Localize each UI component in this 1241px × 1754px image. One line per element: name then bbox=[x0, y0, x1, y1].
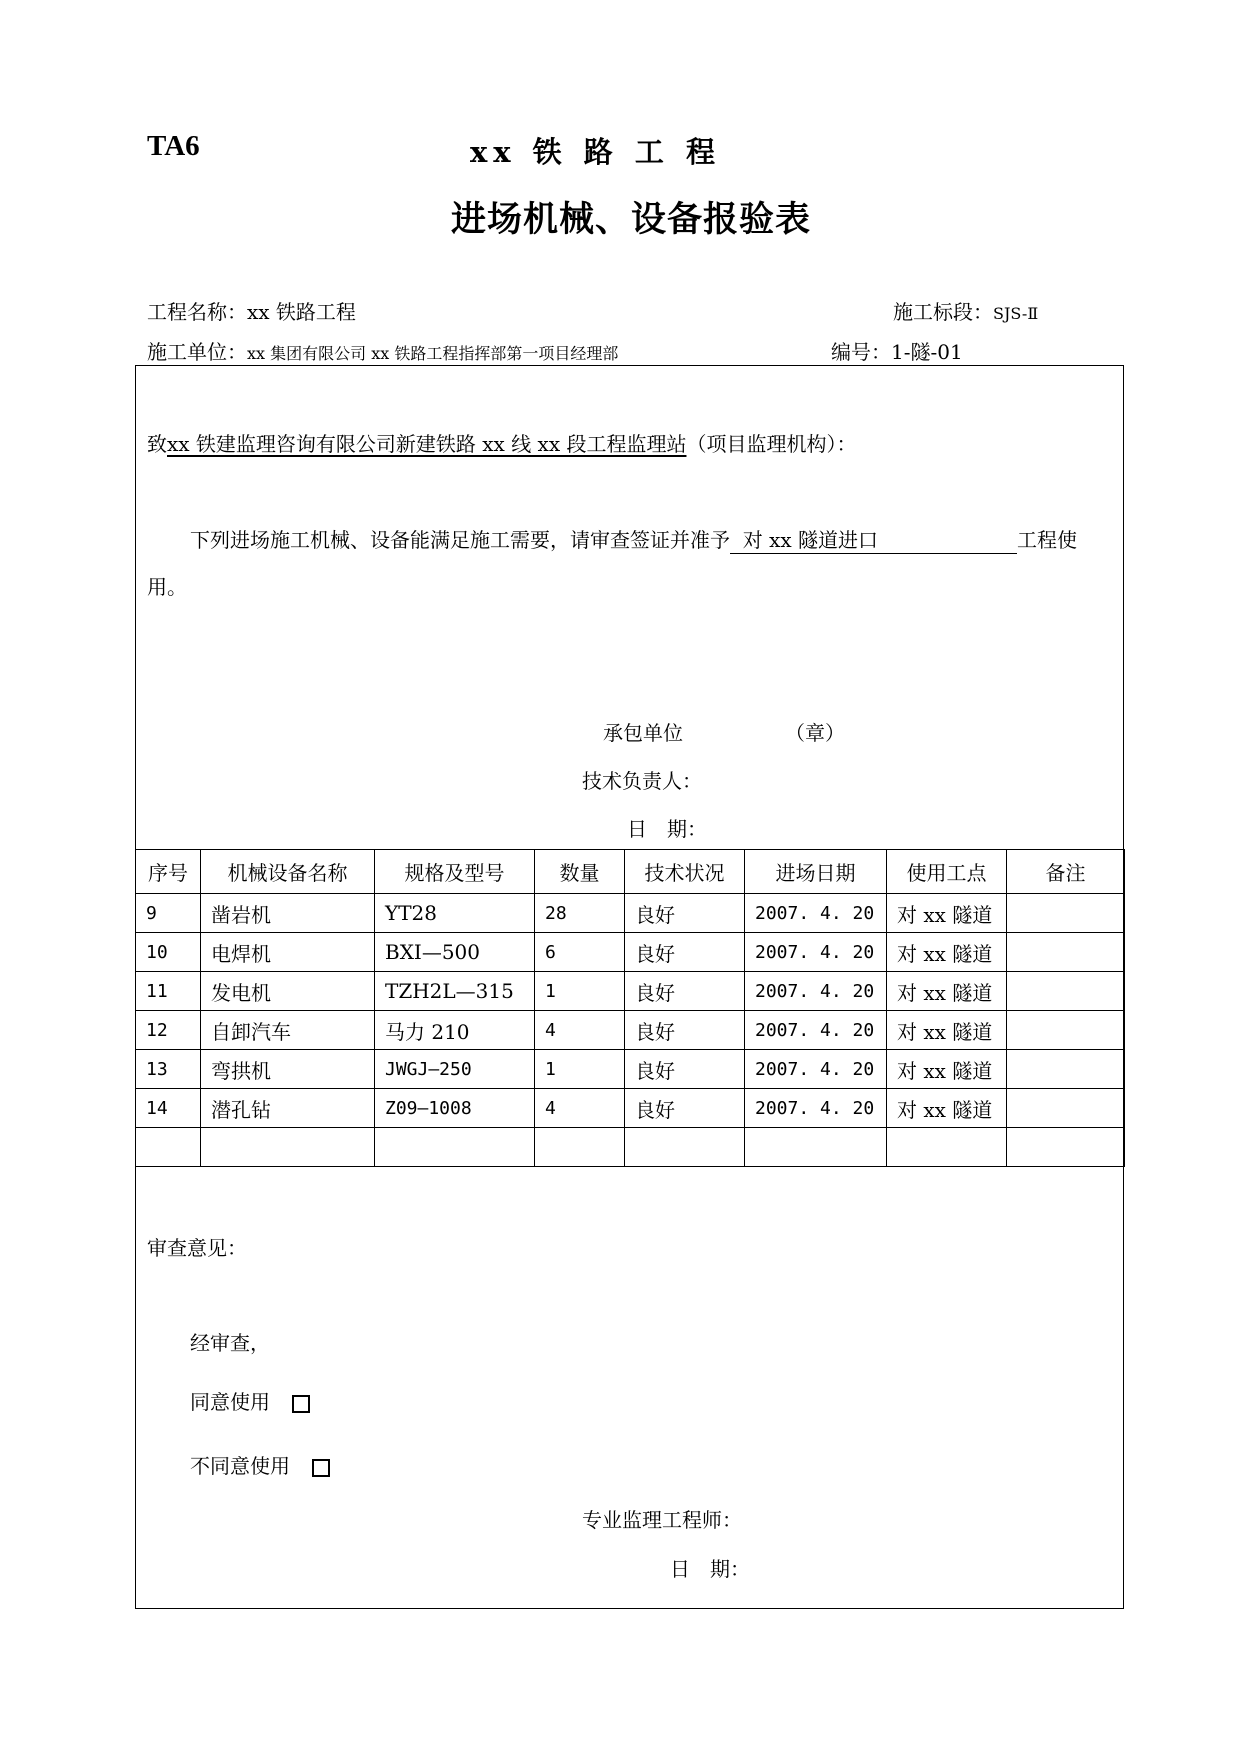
cell-status: 良好 bbox=[625, 972, 745, 1011]
cell-no: 14 bbox=[136, 1089, 201, 1128]
cell-no: 11 bbox=[136, 972, 201, 1011]
disagree-option[interactable] bbox=[190, 1450, 330, 1479]
form-title: 进场机械、设备报验表 bbox=[450, 199, 811, 240]
project-name: xx 铁路工程 bbox=[247, 300, 356, 324]
number-line bbox=[831, 336, 963, 365]
addressee-prefix: 致 bbox=[147, 432, 167, 456]
application-body-wrap: 用。 bbox=[147, 575, 187, 599]
addressee-recipient: xx 铁建监理咨询有限公司新建铁路 xx 线 xx 段工程监理站 bbox=[167, 432, 687, 456]
cell-site: 对 xx 隧道 bbox=[887, 933, 1007, 972]
header-date: 进场日期 bbox=[745, 850, 887, 894]
table-row bbox=[136, 972, 1125, 1011]
project-name-label: 工程名称： bbox=[147, 300, 247, 324]
cell-qty: 4 bbox=[535, 1089, 625, 1128]
cell-qty: 4 bbox=[535, 1011, 625, 1050]
form-code: TA6 bbox=[147, 130, 200, 162]
cell-note bbox=[1007, 972, 1125, 1011]
agree-label: 同意使用 bbox=[190, 1390, 270, 1414]
cell-no: 13 bbox=[136, 1050, 201, 1089]
cell-qty: 28 bbox=[535, 894, 625, 933]
table-row bbox=[136, 894, 1125, 933]
cell-status: 良好 bbox=[625, 1050, 745, 1089]
number-label: 编号： bbox=[831, 340, 891, 364]
cell-note bbox=[1007, 1050, 1125, 1089]
project-name-line bbox=[147, 296, 356, 325]
application-body-after: 工程使 bbox=[1017, 528, 1077, 552]
cell-date: 2007. 4. 20 bbox=[745, 1089, 887, 1128]
cell-status: 良好 bbox=[625, 894, 745, 933]
agree-option[interactable] bbox=[190, 1386, 310, 1415]
review-date-label: 日 期： bbox=[670, 1557, 750, 1581]
engineer-label: 专业监理工程师： bbox=[582, 1508, 742, 1532]
unit-label: 施工单位： bbox=[147, 340, 247, 364]
cell-note bbox=[1007, 933, 1125, 972]
review-checked-label: 经审查， bbox=[190, 1331, 270, 1355]
cell-empty bbox=[745, 1128, 887, 1167]
cell-name: 发电机 bbox=[201, 972, 375, 1011]
header-name: 机械设备名称 bbox=[201, 850, 375, 894]
tech-lead-label: 技术负责人： bbox=[582, 769, 702, 793]
header-no: 序号 bbox=[136, 850, 201, 894]
disagree-checkbox[interactable] bbox=[312, 1459, 330, 1477]
header-model: 规格及型号 bbox=[375, 850, 535, 894]
cell-note bbox=[1007, 1089, 1125, 1128]
cell-model: BXI—500 bbox=[375, 933, 535, 972]
cell-model: JWGJ—250 bbox=[375, 1050, 535, 1089]
application-date-label: 日 期： bbox=[627, 817, 707, 841]
cell-site: 对 xx 隧道 bbox=[887, 972, 1007, 1011]
cell-date: 2007. 4. 20 bbox=[745, 1050, 887, 1089]
work-scope-value: 对 xx 隧道进口 bbox=[742, 528, 878, 552]
section-label: 施工标段： bbox=[893, 300, 993, 324]
contractor-label: 承包单位 bbox=[603, 721, 683, 745]
header-status: 技术状况 bbox=[625, 850, 745, 894]
agree-checkbox[interactable] bbox=[292, 1395, 310, 1413]
cell-name: 凿岩机 bbox=[201, 894, 375, 933]
cell-no: 12 bbox=[136, 1011, 201, 1050]
addressee-suffix: （项目监理机构）： bbox=[686, 432, 857, 456]
header-site: 使用工点 bbox=[887, 850, 1007, 894]
cell-empty bbox=[201, 1128, 375, 1167]
cell-empty bbox=[887, 1128, 1007, 1167]
application-body-before: 下列进场施工机械、设备能满足施工需要，请审查签证并准予 bbox=[190, 528, 730, 552]
cell-qty: 1 bbox=[535, 1050, 625, 1089]
cell-date: 2007. 4. 20 bbox=[745, 933, 887, 972]
table-header-row bbox=[136, 850, 1125, 894]
header-qty: 数量 bbox=[535, 850, 625, 894]
table-row-empty bbox=[136, 1128, 1125, 1167]
seal-label: （章） bbox=[785, 721, 845, 745]
section-line bbox=[893, 296, 1038, 325]
unit-value: xx 集团有限公司 xx 铁路工程指挥部第一项目经理部 bbox=[247, 344, 619, 363]
cell-name: 自卸汽车 bbox=[201, 1011, 375, 1050]
cell-note bbox=[1007, 894, 1125, 933]
table-row bbox=[136, 1050, 1125, 1089]
table-row bbox=[136, 933, 1125, 972]
cell-qty: 1 bbox=[535, 972, 625, 1011]
equipment-table bbox=[135, 849, 1125, 1167]
cell-model: YT28 bbox=[375, 894, 535, 933]
application-body bbox=[190, 524, 1077, 554]
cell-status: 良好 bbox=[625, 933, 745, 972]
cell-empty bbox=[535, 1128, 625, 1167]
cell-empty bbox=[625, 1128, 745, 1167]
unit-line bbox=[147, 336, 618, 365]
header-note: 备注 bbox=[1007, 850, 1125, 894]
cell-qty: 6 bbox=[535, 933, 625, 972]
cell-date: 2007. 4. 20 bbox=[745, 894, 887, 933]
cell-no: 10 bbox=[136, 933, 201, 972]
cell-date: 2007. 4. 20 bbox=[745, 972, 887, 1011]
cell-site: 对 xx 隧道 bbox=[887, 894, 1007, 933]
disagree-label: 不同意使用 bbox=[190, 1454, 290, 1478]
number-value: 1-隧-01 bbox=[891, 340, 963, 364]
cell-site: 对 xx 隧道 bbox=[887, 1050, 1007, 1089]
cell-model: TZH2L—315 bbox=[375, 972, 535, 1011]
addressee-line bbox=[147, 428, 856, 457]
cell-status: 良好 bbox=[625, 1011, 745, 1050]
cell-status: 良好 bbox=[625, 1089, 745, 1128]
cell-note bbox=[1007, 1011, 1125, 1050]
cell-model: 马力 210 bbox=[375, 1011, 535, 1050]
project-title: xx 铁 路 工 程 bbox=[470, 135, 721, 169]
section-value: SJS-Ⅱ bbox=[993, 304, 1039, 323]
cell-no: 9 bbox=[136, 894, 201, 933]
table-row bbox=[136, 1011, 1125, 1050]
cell-name: 弯拱机 bbox=[201, 1050, 375, 1089]
cell-site: 对 xx 隧道 bbox=[887, 1011, 1007, 1050]
table-row bbox=[136, 1089, 1125, 1128]
cell-name: 电焊机 bbox=[201, 933, 375, 972]
cell-empty bbox=[1007, 1128, 1125, 1167]
cell-empty bbox=[136, 1128, 201, 1167]
work-scope-fill bbox=[730, 524, 1017, 554]
cell-empty bbox=[375, 1128, 535, 1167]
cell-date: 2007. 4. 20 bbox=[745, 1011, 887, 1050]
cell-site: 对 xx 隧道 bbox=[887, 1089, 1007, 1128]
cell-name: 潜孔钻 bbox=[201, 1089, 375, 1128]
cell-model: Z09—1008 bbox=[375, 1089, 535, 1128]
review-opinion-label: 审查意见： bbox=[147, 1236, 247, 1260]
